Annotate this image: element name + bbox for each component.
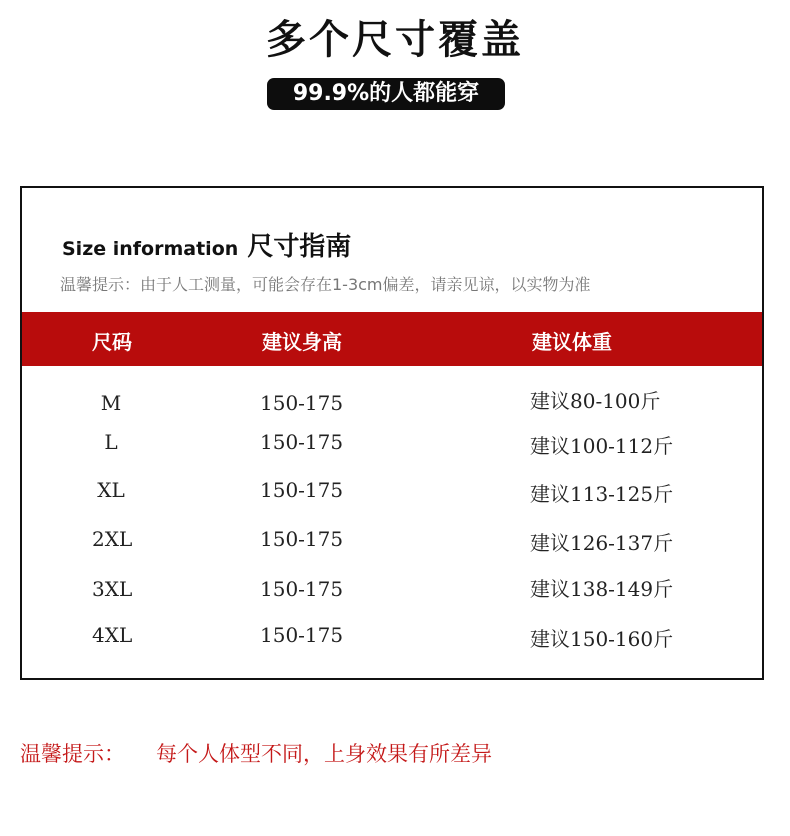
height-cell: 150-175 [260,391,344,415]
size-guide-heading-en: Size information [62,238,239,260]
size-cell: 4XL [92,623,133,647]
height-cell: 150-175 [260,527,344,551]
table-row [22,577,762,607]
column-header-size: 尺码 [92,330,132,354]
size-cell: 3XL [92,577,133,601]
table-row [22,527,762,557]
coverage-badge: 99.9%的人都能穿 [267,78,505,110]
size-guide-heading [62,226,351,263]
table-row [22,391,762,421]
table-row [22,623,762,653]
size-guide-panel [20,186,764,680]
size-cell: 2XL [92,527,133,551]
weight-cell: 建议126-137斤 [530,531,674,555]
weight-cell: 建议80-100斤 [530,389,661,413]
table-row [22,430,762,460]
table-row [22,478,762,508]
height-cell: 150-175 [260,478,344,502]
weight-cell: 建议138-149斤 [530,577,674,601]
height-cell: 150-175 [260,430,344,454]
height-cell: 150-175 [260,623,344,647]
size-cell: L [104,430,118,454]
page-title: 多个尺寸覆盖 [266,17,524,63]
footer-tip-label: 温馨提示： [20,742,125,766]
size-cell: M [100,391,122,415]
weight-cell: 建议100-112斤 [530,434,674,458]
weight-cell: 建议150-160斤 [530,627,674,651]
column-header-height: 建议身高 [262,330,342,354]
footer-tip-note: 每个人体型不同，上身效果有所差异 [156,742,492,766]
table-header [22,312,762,366]
size-guide-heading-cn: 尺寸指南 [247,232,352,262]
size-cell: XL [97,478,125,502]
column-header-weight: 建议体重 [532,330,612,354]
measurement-tip: 温馨提示：由于人工测量，可能会存在1-3cm偏差，请亲见谅，以实物为准 [60,275,591,294]
height-cell: 150-175 [260,577,344,601]
weight-cell: 建议113-125斤 [530,482,674,506]
